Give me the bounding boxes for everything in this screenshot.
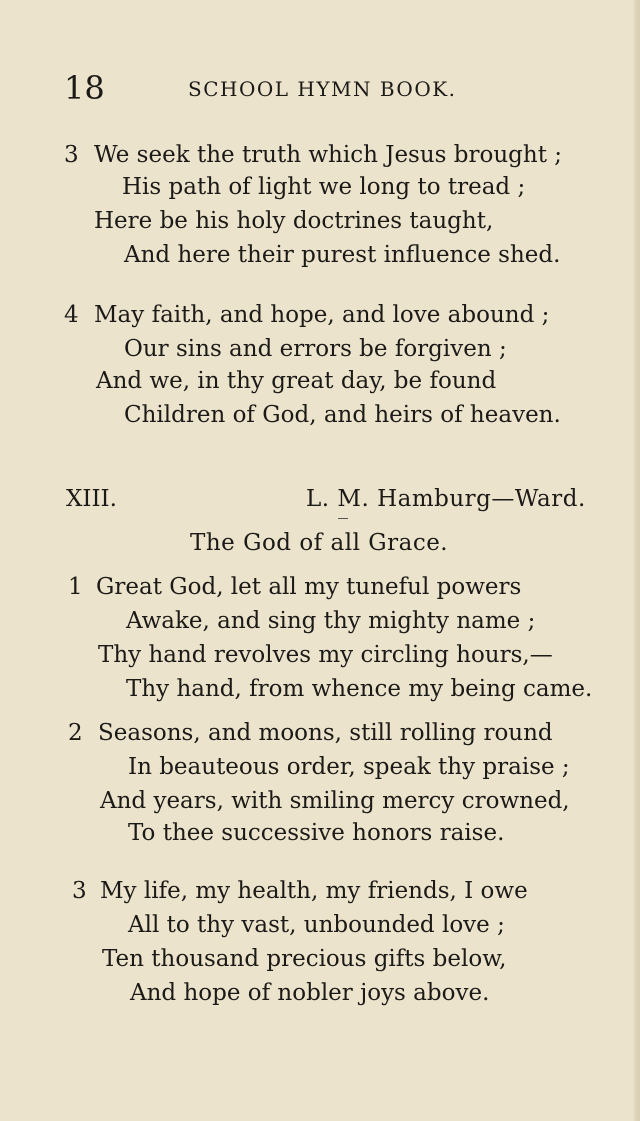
verse-line: In beauteous order, speak thy praise ; xyxy=(128,754,570,780)
stanza-number: 4 xyxy=(64,302,79,328)
verse-line: And years, with smiling mercy crowned, xyxy=(100,788,570,814)
verse-line: And hope of nobler joys above. xyxy=(130,980,490,1006)
verse-line: My life, my health, my friends, I owe xyxy=(100,878,528,904)
verse-line: Children of God, and heirs of heaven. xyxy=(124,402,561,428)
stanza-number: 3 xyxy=(72,878,87,904)
verse-line: And we, in thy great day, be found xyxy=(96,368,497,394)
verse-line: Our sins and errors be forgiven ; xyxy=(124,336,507,362)
hymn-number: XIII. xyxy=(66,486,117,512)
page-header xyxy=(64,68,624,108)
verse-line: His path of light we long to tread ; xyxy=(122,174,526,200)
page-edge-shadow xyxy=(634,0,640,1121)
verse-line: Ten thousand precious gifts below, xyxy=(102,946,507,972)
page-number: 18 xyxy=(64,69,105,107)
running-title: SCHOOL HYMN BOOK. xyxy=(188,77,457,101)
stanza-number: 1 xyxy=(68,574,83,600)
verse-line: Thy hand revolves my circling hours,— xyxy=(98,642,553,668)
verse-line: Thy hand, from whence my being came. xyxy=(126,676,593,702)
hymn-title: The God of all Grace. xyxy=(190,530,449,556)
meter-tune: L. M. Hamburg—Ward. xyxy=(306,486,586,512)
verse-line: To thee successive honors raise. xyxy=(128,820,505,846)
verse-line: All to thy vast, unbounded love ; xyxy=(128,912,505,938)
verse-line: And here their purest influence shed. xyxy=(124,242,561,268)
verse-line: May faith, and hope, and love abound ; xyxy=(94,302,550,328)
heading-rule xyxy=(338,518,348,519)
verse-line: We seek the truth which Jesus brought ; xyxy=(94,142,562,168)
verse-line: Here be his holy doctrines taught, xyxy=(94,208,494,234)
verse-line: Great God, let all my tuneful powers xyxy=(96,574,522,600)
verse-line: Awake, and sing thy mighty name ; xyxy=(126,608,536,634)
stanza-number: 3 xyxy=(64,142,79,168)
stanza-number: 2 xyxy=(68,720,83,746)
verse-line: Seasons, and moons, still rolling round xyxy=(98,720,553,746)
